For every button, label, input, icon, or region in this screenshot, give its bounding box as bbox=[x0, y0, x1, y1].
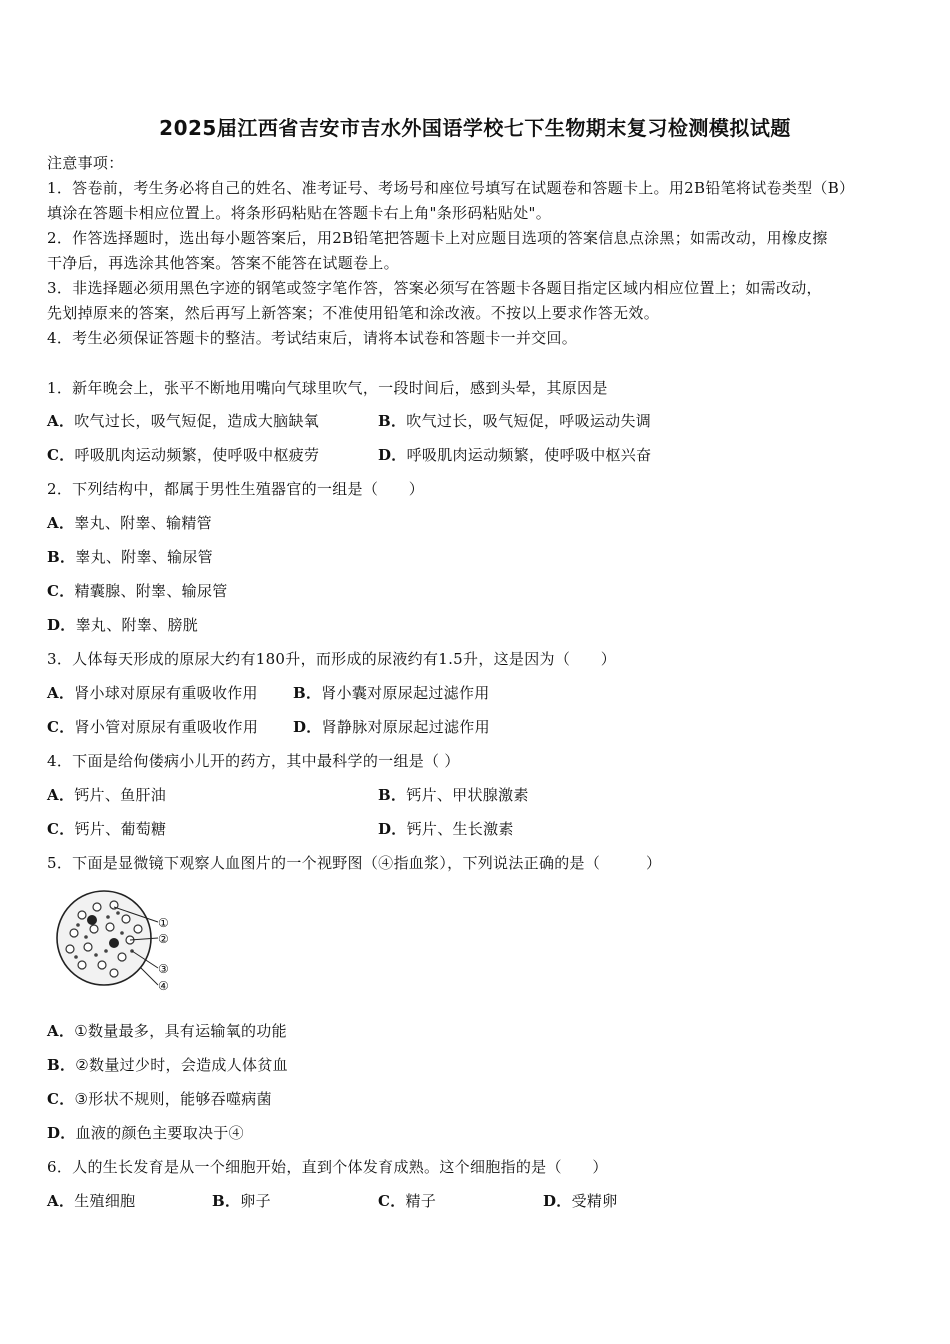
question-3-option-d bbox=[293, 716, 490, 737]
question-2-option-a bbox=[47, 512, 212, 533]
option-text: 肾小球对原尿有重吸收作用 bbox=[74, 684, 258, 702]
option-label: D． bbox=[378, 820, 407, 838]
question-6-option-d bbox=[543, 1190, 618, 1211]
question-6-option-b bbox=[212, 1190, 271, 1211]
option-text: 钙片、甲状腺激素 bbox=[406, 786, 529, 804]
question-1-option-b bbox=[378, 410, 651, 431]
notice-line: 干净后，再选涂其他答案。答案不能答在试题卷上。 bbox=[47, 254, 399, 272]
option-label: A． bbox=[47, 514, 75, 532]
option-label: C． bbox=[47, 582, 75, 600]
option-label: D． bbox=[47, 616, 76, 634]
question-4-option-d bbox=[378, 818, 514, 839]
option-label: B． bbox=[212, 1192, 241, 1210]
question-3-option-b bbox=[293, 682, 490, 703]
option-text: ②数量过少时，会造成人体贫血 bbox=[75, 1056, 288, 1074]
question-1-option-a bbox=[47, 410, 319, 431]
option-text: 吹气过长，吸气短促，造成大脑缺氧 bbox=[74, 412, 320, 430]
notice-line: 3．非选择题必须用黑色字迹的钢笔或签字笔作答，答案必须写在答题卡各题目指定区域内相应位置上；如需改动， bbox=[47, 279, 822, 297]
option-label: B． bbox=[293, 684, 322, 702]
option-label: D． bbox=[47, 1124, 76, 1142]
option-text: 吹气过长，吸气短促，呼吸运动失调 bbox=[406, 412, 652, 430]
option-label: D． bbox=[543, 1192, 572, 1210]
question-5-option-a bbox=[47, 1020, 287, 1041]
figure-label-2: ② bbox=[158, 932, 169, 946]
question-3-option-c bbox=[47, 716, 258, 737]
figure-label-1: ① bbox=[158, 916, 169, 930]
option-text: 精囊腺、附睾、输尿管 bbox=[74, 582, 228, 600]
question-6-option-a bbox=[47, 1190, 135, 1211]
option-text: 睾丸、附睾、输精管 bbox=[74, 514, 212, 532]
option-text: 肾小管对原尿有重吸收作用 bbox=[74, 718, 259, 736]
option-text: 钙片、鱼肝油 bbox=[74, 786, 167, 804]
question-5-option-d bbox=[47, 1122, 244, 1143]
question-3-option-a bbox=[47, 682, 258, 703]
option-text: 生殖细胞 bbox=[74, 1192, 136, 1210]
notice-line: 先划掉原来的答案，然后再写上新答案；不准使用铅笔和涂改液。不按以上要求作答无效。 bbox=[47, 304, 660, 322]
notice-line: 填涂在答题卡相应位置上。将条形码粘贴在答题卡右上角"条形码粘贴处"。 bbox=[47, 204, 552, 222]
option-label: D． bbox=[293, 718, 322, 736]
option-label: C． bbox=[47, 1090, 75, 1108]
option-text: 睾丸、附睾、膀胱 bbox=[75, 616, 199, 634]
page-title: 2025届江西省吉安市吉水外国语学校七下生物期末复习检测模拟试题 bbox=[159, 116, 791, 140]
question-2-stem: 2．下列结构中，都属于男性生殖器官的一组是（ ） bbox=[47, 480, 425, 498]
option-text: 钙片、葡萄糖 bbox=[74, 820, 167, 838]
option-text: 呼吸肌肉运动频繁，使呼吸中枢兴奋 bbox=[406, 446, 652, 464]
question-5-option-c bbox=[47, 1088, 272, 1109]
notice-line: 2．作答选择题时，选出每小题答案后，用2B铅笔把答题卡上对应题目选项的答案信息点涂黑；如需改动，用橡皮擦 bbox=[47, 229, 828, 247]
option-text: ①数量最多，具有运输氧的功能 bbox=[74, 1022, 287, 1040]
option-label: C． bbox=[47, 718, 75, 736]
option-label: A． bbox=[47, 684, 75, 702]
option-text: 血液的颜色主要取决于④ bbox=[75, 1124, 244, 1142]
option-label: B． bbox=[47, 1056, 76, 1074]
option-label: A． bbox=[47, 412, 75, 430]
option-label: A． bbox=[47, 1192, 75, 1210]
option-text: 肾小囊对原尿起过滤作用 bbox=[321, 684, 490, 702]
notice-line: 1．答卷前，考生务必将自己的姓名、准考证号、考场号和座位号填写在试题卷和答题卡上。用2B铅笔将试卷类型（B） bbox=[47, 179, 855, 197]
question-1-option-c bbox=[47, 444, 319, 465]
question-5-option-b bbox=[47, 1054, 288, 1075]
question-4-option-b bbox=[378, 784, 529, 805]
question-4-stem: 4．下面是给佝偻病小儿开的药方，其中最科学的一组是（ ） bbox=[47, 752, 460, 770]
option-label: C． bbox=[378, 1192, 406, 1210]
question-2-option-d bbox=[47, 614, 198, 635]
figure-label-4: ④ bbox=[158, 979, 169, 993]
question-1-stem: 1．新年晚会上，张平不断地用嘴向气球里吹气，一段时间后，感到头晕，其原因是 bbox=[47, 379, 608, 397]
option-label: B． bbox=[47, 548, 76, 566]
option-label: C． bbox=[47, 820, 75, 838]
option-label: B． bbox=[378, 412, 407, 430]
question-3-stem: 3．人体每天形成的原尿大约有180升，而形成的尿液约有1.5升，这是因为（ ） bbox=[47, 650, 617, 668]
option-text: 卵子 bbox=[240, 1192, 271, 1210]
notice-line: 4．考生必须保证答题卡的整洁。考试结束后，请将本试卷和答题卡一并交回。 bbox=[47, 329, 578, 347]
option-text: ③形状不规则，能够吞噬病菌 bbox=[74, 1090, 272, 1108]
option-text: 肾静脉对原尿起过滤作用 bbox=[321, 718, 490, 736]
microscope-field-circle bbox=[57, 891, 151, 985]
question-6-stem: 6．人的生长发育是从一个细胞开始，直到个体发育成熟。这个细胞指的是（ ） bbox=[47, 1158, 608, 1176]
option-text: 精子 bbox=[405, 1192, 437, 1210]
option-text: 睾丸、附睾、输尿管 bbox=[75, 548, 213, 566]
option-text: 钙片、生长激素 bbox=[406, 820, 514, 838]
figure-labels bbox=[158, 916, 169, 993]
question-4-option-c bbox=[47, 818, 166, 839]
figure-label-3: ③ bbox=[158, 962, 169, 976]
option-label: B． bbox=[378, 786, 407, 804]
option-label: A． bbox=[47, 1022, 75, 1040]
question-2-option-c bbox=[47, 580, 228, 601]
question-4-option-a bbox=[47, 784, 166, 805]
blood-smear-diagram bbox=[52, 885, 182, 1000]
question-6-option-c bbox=[378, 1190, 436, 1211]
question-5-stem: 5．下面是显微镜下观察人血图片的一个视野图（④指血浆），下列说法正确的是（ ） bbox=[47, 854, 662, 872]
notice-heading: 注意事项： bbox=[47, 154, 124, 172]
option-text: 呼吸肌肉运动频繁，使呼吸中枢疲劳 bbox=[74, 446, 320, 464]
option-label: A． bbox=[47, 786, 75, 804]
option-text: 受精卵 bbox=[571, 1192, 618, 1210]
option-label: C． bbox=[47, 446, 75, 464]
question-1-option-d bbox=[378, 444, 651, 465]
option-label: D． bbox=[378, 446, 407, 464]
question-2-option-b bbox=[47, 546, 213, 567]
